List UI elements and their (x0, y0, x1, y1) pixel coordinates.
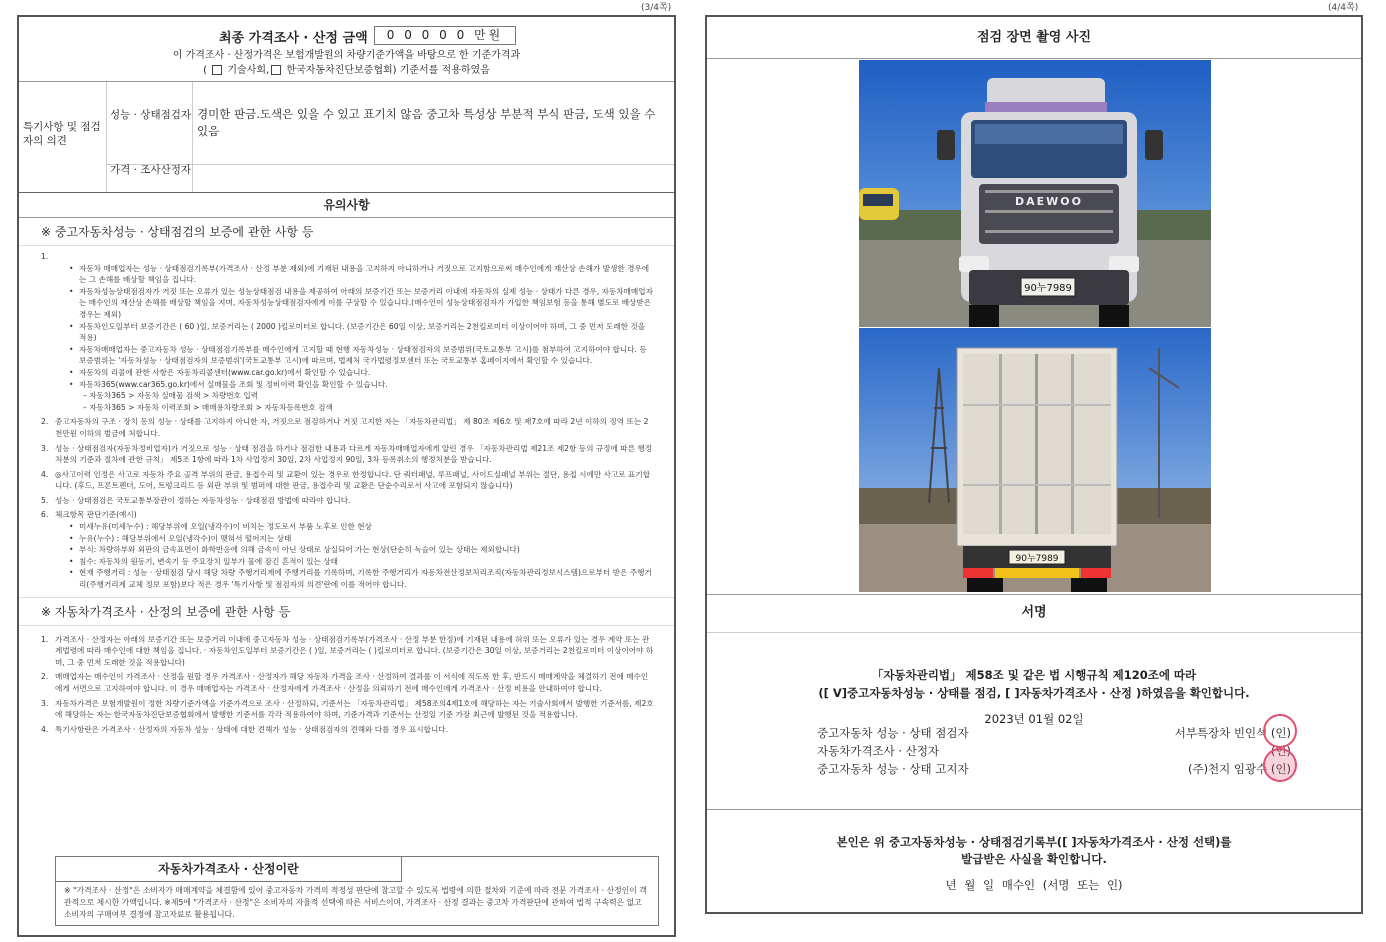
definition-text: ※ "가격조사 · 산정"은 소비자가 매매계약을 체결함에 있어 중고자동차 가격의 적정성 판단에 참고할 수 있도록 법령에 의한 절차와 기준에 따라 전문 가격조사 · 산정인이 객관적으로 제시한 가액입니다. ※제5에 "가격조사 · 산정"은 소비자의 자율적 선택에 따른 서비스이며, 가격조사 · 산정 결과는 중고차 가격판단에 관하여 법적 구속력은 없고 소비자의 구매여부 결정에 참고자료로 활용됩니다. (64, 886, 647, 919)
final-price-title: 최종 가격조사 · 산정 금액 (219, 31, 368, 46)
bullet-icon: • (69, 568, 74, 578)
form-page-4: 점검 장면 촬영 사진 DAEWOO 90누7989 90누7989 서명 「자동차관리법」 제58조 및 같은 법 시행규칙 제120조에 따라 ([ V]중고자동차성능 · 상태를 점검, [ ]자동차가격조사 · 산정 )하였음을 확인합니다. 2023년 01월 02일 중고자동차 성능 · 상태 점검자 서부특장차 빈인석 (인) 자동차가격조사 · 산정자 (인) 중고자동차 성능 · 상태 고지자 (주)천지 임광수 (인) 본인은 위 중고자동차성능 · 상태점검기록부([ ]자동차가격조사 · 산정 선택)를 발급받은 사실을 확인합니다. 년 월 일 매수인 (서명 또는 인) (705, 15, 1363, 914)
list-item-text: 가격조사 · 산정자는 아래의 보증기간 또는 보증거리 이내에 중고자동차 성능 · 상태점검기록부(가격조사 · 산정 부분 한정)에 기재된 내용에 허위 또는 오류가 있는 경우 계약 또는 관계법령에 따라 매수인에 대한 책임을 집니다. · 자동차인도일부터 보증기간은 ( )일, 보증거리는 ( )킬로미터로 합니다. (보증기간은 30일 이상, 보증거리는 2천킬로미터 이상이어야 하며, 그 중 먼저 도래한 것을 적용합니다) (55, 634, 654, 667)
list-item (41, 556, 654, 568)
final-price-header (19, 17, 674, 82)
list-item-text: 자동차인도일부터 보증기간은 ( 60 )일, 보증거리는 ( 2000 )킬로미터로 합니다. (보증기간은 60일 이상, 보증거리는 2천킬로미터 이상이어야 하며, 그 중 먼저 도래한 것을 적용) (79, 321, 646, 343)
list-item-text: 자동차성능상태점검자가 거짓 또는 오류가 있는 성능상태점검 내용을 제공하여 아래의 보증기간 또는 보증거리 이내에 자동차의 실제 성능 · 상태가 다른 경우, 자동차매매업자는 매수인의 재산상 손해를 배상할 책임을 지며, 자동차성능상태점검자에게 이를 구상할 수 있습니다.(매수인이 성능상태점검자가 가입한 책임보험 등을 통해 별도로 배상받은 경우는 제외) (79, 286, 653, 319)
page-number-left: (3/4쪽) (641, 3, 672, 13)
list-item (41, 344, 654, 367)
truck-front-photo (859, 60, 1211, 327)
bullet-icon: • (69, 263, 74, 273)
bullet-icon: • (69, 533, 74, 543)
bullet-icon: • (69, 545, 74, 555)
list-item-number: 1. (41, 634, 49, 644)
list-item-number: 2. (41, 672, 49, 682)
divider (106, 82, 107, 192)
list-item (41, 567, 654, 590)
list-item-text: 자동차매매업자는 중고자동차 성능 · 상태점검기록부를 매수인에게 고지할 때 현행 자동차성능 · 상태점검자의 보증범위(국토교통부 고시)를 첨부하여 고지하여야 합니다. 등 보증범위는 '자동차성능 · 상태점검자의 보증범위'(국토교통부 고시)에 따르며, 법제처 국가법령정보센터 또는 국토교통부 홈페이지에서 확인할 수 있습니다. (79, 344, 647, 366)
list-item-text: 누유(누수) : 해당부위에서 오일(냉각수)이 맺혀서 떨어지는 상태 (79, 533, 292, 543)
list-item-text: 중고자동차의 구조 · 장치 등의 성능 · 상태를 고지하지 아니한 자, 거짓으로 점검하거나 거짓 고지한 자는 「자동차관리법」 제 80조 제6호 및 제7호에 따라 2년 이하의 징역 또는 2천만원 이하의 벌금에 처합니다. (55, 417, 649, 438)
list-item-text: 자동차의 리콜에 관한 사항은 자동차리콜센터(www.car.go.kr)에서 확인할 수 있습니다. (79, 367, 371, 377)
list-item-text: 특기사항란은 가격조사 · 산정자의 자동차 성능 · 상태에 대한 견해가 성능 · 상태점검자의 견해와 다를 경우 표시합니다. (55, 724, 449, 734)
list-item (41, 321, 654, 344)
list-item (41, 263, 654, 286)
list-item (41, 671, 654, 694)
list-item (41, 443, 654, 466)
notice-title: 유의사항 (19, 193, 674, 218)
front-plate: 90누7989 (1024, 283, 1072, 294)
bullet-icon: • (69, 321, 74, 331)
list-item (41, 379, 654, 391)
list-item-number: 4. (41, 724, 49, 734)
list-item-text: 자동차 매매업자는 성능 · 상태점검기록부(가격조사 · 산정 부분 제외)에 기재된 내용을 고지하지 아니하거나 거짓으로 고지함으로써 매수인에게 재산상 손해가 발생한 경우에는 그 손해를 배상할 책임을 집니다. (79, 263, 650, 285)
final-price-note: 이 가격조사 · 산정가격은 보험개발원의 차량기준가액을 바탕으로 한 기준가격과 (172, 50, 521, 61)
list-item: – 자동차365 > 자동차 실매물 검색 > 차량번호 입력 (83, 391, 259, 401)
inspection-confirmation: ([ V]중고자동차성능 · 상태를 점검, [ ]자동차가격조사 · 산정 )하였음을 확인합니다. (818, 686, 1250, 700)
opinion-section (19, 82, 674, 193)
list-item: – 자동차365 > 자동차 이력조회 > 매매용차량조회 > 자동차등록번호 검색 (83, 402, 333, 412)
divider (192, 82, 193, 192)
law-reference: 「자동차관리법」 제58조 및 같은 법 시행규칙 제120조에 따라 (871, 668, 1197, 682)
list-item-text: 성능 · 상태점검자(자동차정비업자)가 거짓으로 성능 · 상태 점검을 하거나 점검한 내용과 다르게 자동차매매업자에게 알린 경우 「자동차관리법 제21조 제2항 등의 규정에 따른 행정처분의 기준과 절차에 관한 규칙」 제5조 1항에 따라 1차 사업정지 30일, 2차 사업정지 90일, 3차 등록취소의 행정처분을 받습니다. (55, 443, 653, 465)
list-item (41, 509, 654, 521)
truck-rear-photo (859, 328, 1211, 592)
list-item (41, 469, 654, 492)
list-item (41, 698, 654, 721)
section2-title: ※ 자동차가격조사 · 산정의 보증에 관한 사항 등 (19, 597, 674, 626)
definition-title: 자동차가격조사 · 산정이란 (56, 857, 402, 882)
truck-rear-image (859, 328, 1211, 592)
list-item (41, 634, 654, 669)
list-item (41, 286, 654, 321)
list-item-number: 3. (41, 698, 49, 708)
truck-brand-text: DAEWOO (1015, 195, 1083, 208)
list-item (41, 533, 654, 545)
list-item (41, 544, 654, 556)
bullet-icon: • (69, 522, 74, 532)
divider (707, 809, 1361, 810)
rear-plate: 90누7989 (1015, 554, 1059, 564)
inspector-label: 성능 · 상태점검자 (110, 109, 192, 121)
final-price-amount: 0 0 0 0 0 만원 (374, 26, 516, 45)
list-item-text: 현재 주행거리 : 성능 · 상태점검 당시 해당 차량 주행거리계에 주행거리를 기록하며, 기록한 주행거리가 자동차전산정보처리조직(자동차관리정보시스템)으로부터 받은 주행거리(주행거리계 교체 정보 포함)보다 적은 경우 '특기사항 및 점검자의 의견'란에 이를 적어야 합니다. (79, 568, 652, 590)
list-item-text: 성능 · 상태점검은 국토교통부장관이 정하는 자동차성능 · 상태점검 방법에 따라야 합니다. (55, 495, 351, 505)
bullet-icon: • (69, 344, 74, 354)
form-page-3 (17, 15, 676, 937)
list-item-text: 매매업자는 매수인이 가격조사 · 산정을 원할 경우 가격조사 · 산정자가 해당 자동차 가격을 조사 · 산정하여 결과를 이 서식에 적도록 한 후, 반드시 매매계약을 체결하기 전에 매수인에게 서면으로 고지하여야 합니다. 이 경우 매매업자는 가격조사 · 산정자에게 가격조사 · 산정을 의뢰하기 전에 매수인에게 가격조사 · 산정 비용을 안내하여야 합니다. (55, 672, 649, 693)
seal-stamp (1263, 748, 1297, 782)
definition-box (55, 856, 659, 926)
list-item (41, 521, 654, 533)
list-item (41, 367, 654, 379)
checkbox-engineers[interactable] (212, 65, 222, 75)
list-item-number: 4. (41, 469, 49, 479)
list-item-text: 자동차가격은 보험개발원이 정한 차량기준가액을 기준가격으로 조사 · 산정하되, 기준서는 「자동차관리법」 제58조의4제1호에 해당하는 자는 기술사회에서 발행한 기준서를, 제2호에 해당하는 자는 한국자동차진단보증협회에서 발행한 기준서를 각각 적용하여야 하며, 기준가격과 기준서는 산정일 기준 가장 최근에 발행된 것을 적용합니다. (55, 698, 654, 720)
truck-front-image (859, 60, 1211, 327)
list-item-number: 5. (41, 495, 49, 505)
list-item: 1. (41, 252, 49, 261)
signature-section-title: 서명 (707, 594, 1361, 633)
list-item-text: 자동차365(www.car365.go.kr)에서 실매물을 조회 및 정비이력 확인을 확인할 수 있습니다. (79, 379, 388, 389)
list-item-number: 2. (41, 417, 49, 427)
photo-section-title: 점검 장면 촬영 사진 (707, 17, 1361, 59)
list-item (41, 724, 654, 736)
page-number-right: (4/4쪽) (1328, 3, 1359, 13)
receipt-confirmation: 본인은 위 중고자동차성능 · 상태점검기록부([ ]자동차가격조사 · 산정 선택)를 (836, 835, 1232, 849)
opinion-label: 특기사항 및 점검자의 의견 (23, 121, 101, 147)
checkbox-association[interactable] (271, 65, 281, 75)
appraiser-label: 가격 · 조사산정자 (110, 164, 192, 176)
receipt-confirmation-2: 발급받은 사실을 확인합니다. (961, 852, 1107, 866)
list-item-text: 미세누유(미세누수) : 해당부위에 오일(냉각수)이 비치는 정도로서 부품 노후로 인한 현상 (79, 522, 372, 532)
inspector-opinion-text: 경미한 판금.도색은 있을 수 있고 표기치 않음 중고차 특성상 부분적 부식 판금, 도색 있을 수 있음 (197, 107, 656, 138)
buyer-signature-line: 년 월 일 매수인 (서명 또는 인) (945, 878, 1123, 892)
list-item-text: ◎사고이력 인정은 사고로 자동차 주요 골격 부위의 판금, 용접수리 및 교환이 있는 경우로 한정합니다. 단 쿼터패널, 루프패널, 사이드실패널 부위는 절단, 용접 시에만 사고로 표기합니다. (후드, 프론트펜더, 도어, 트렁크리드 등 외판 부위 및 범퍼에 대한 판금, 용접수리 및 교환은 단순수리로서 사고에 포함되지 않습니다) (55, 469, 651, 491)
section2-body (19, 626, 674, 738)
list-item-number: 6. (41, 510, 49, 520)
list-item-text: 부식: 차량하부와 외판의 금속표면이 화학반응에 의해 금속이 아닌 상태로 상실되어 가는 현상(단순히 녹슬어 있는 상태는 제외합니다) (79, 545, 520, 555)
seal-stamp (1263, 714, 1297, 748)
list-item (41, 495, 654, 507)
bullet-icon: • (69, 286, 74, 296)
standard-selection: ( 기술사회, 한국자동차진단보증협회) 기준서를 적용하였음 (203, 65, 490, 76)
list-item-text: 체크항목 판단기준(예시) (55, 510, 137, 520)
list-item-text: 침수: 자동차의 원동기, 변속기 등 주요장치 일부가 물에 잠긴 흔적이 있는 상태 (79, 556, 338, 566)
bullet-icon: • (69, 367, 74, 377)
signature-date: 2023년 01월 02일 (984, 712, 1084, 726)
section1-title: ※ 중고자동차성능 · 상태점검의 보증에 관한 사항 등 (19, 218, 674, 246)
list-item-number: 3. (41, 443, 49, 453)
bullet-icon: • (69, 556, 74, 566)
bullet-icon: • (69, 379, 74, 389)
list-item (41, 416, 654, 439)
section1-body (19, 246, 674, 593)
